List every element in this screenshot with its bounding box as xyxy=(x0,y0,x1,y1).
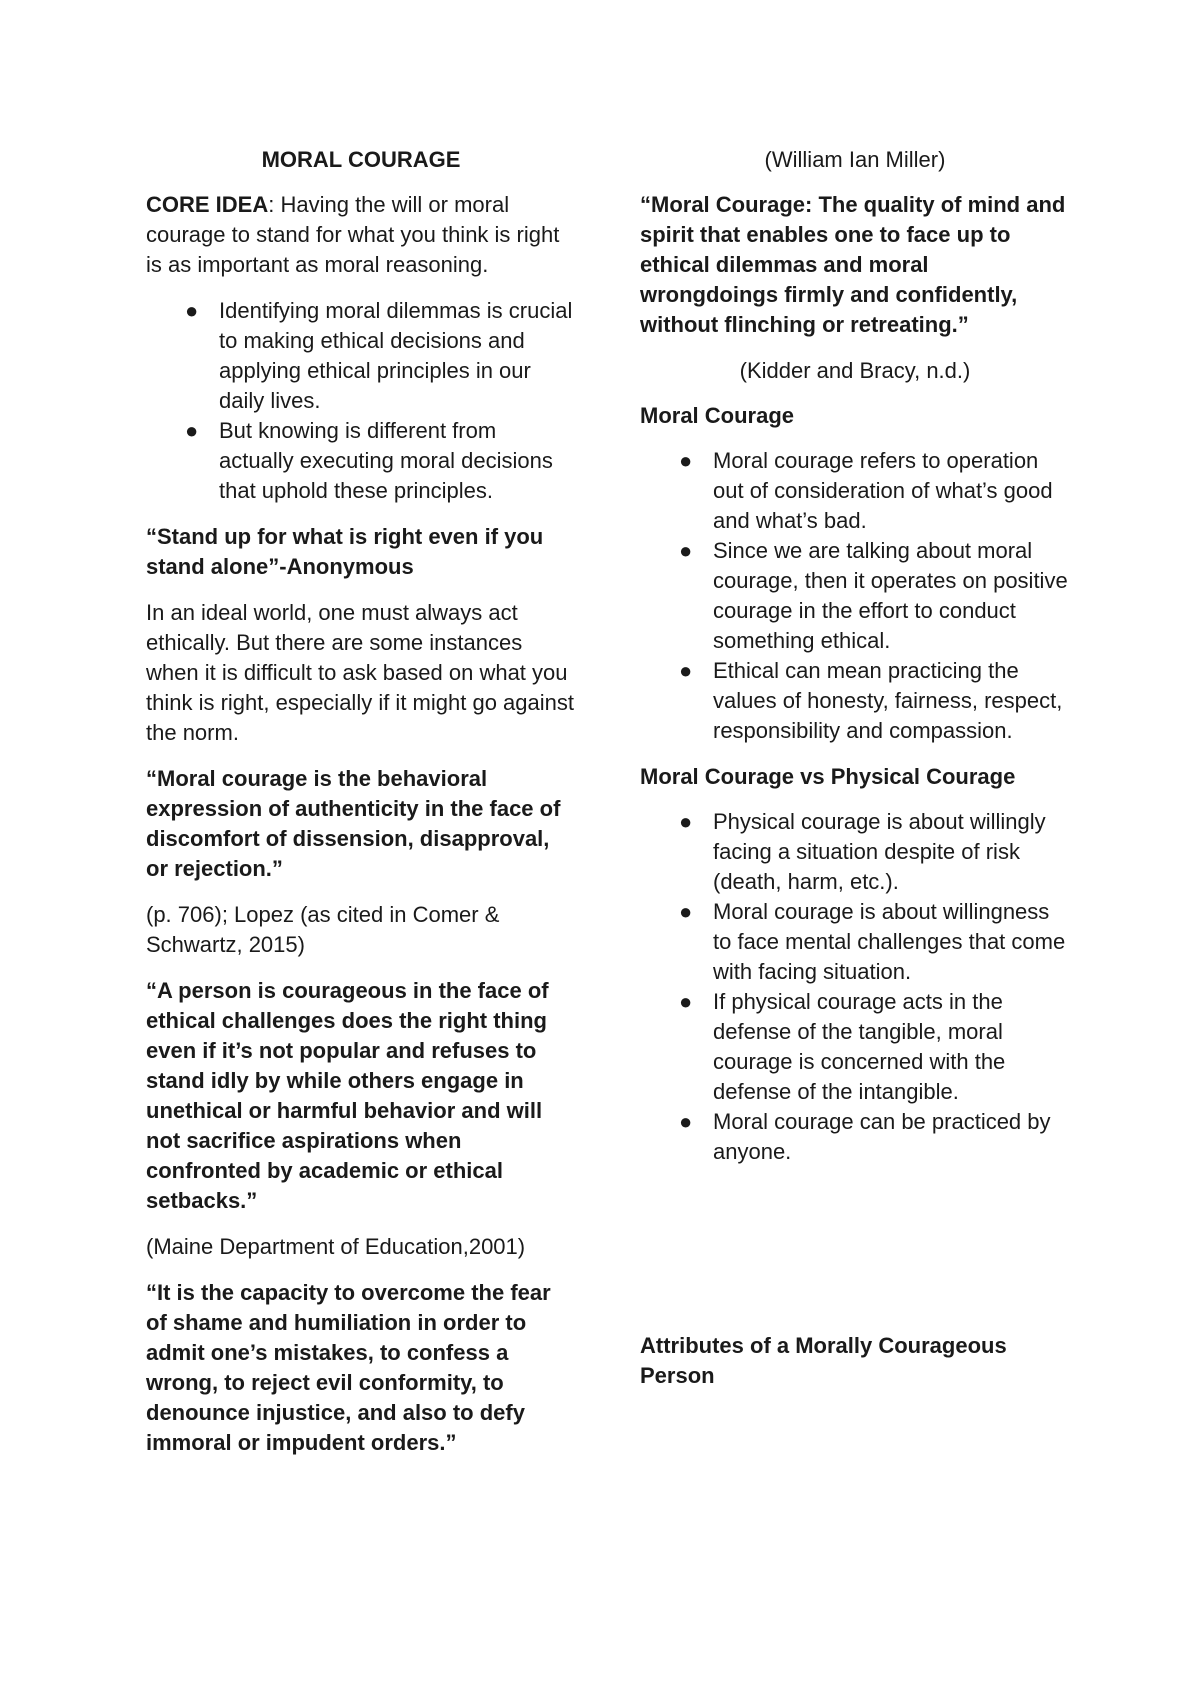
bullet-icon: ● xyxy=(185,418,199,443)
list-item xyxy=(679,656,1070,746)
right-column xyxy=(640,145,1070,1406)
quote-kidder: “Moral Courage: The quality of mind and spirit that enables one to face up to ethical dilemmas and moral wrongdoings firmly and confidently, without flinching or retreating.” xyxy=(640,192,1066,337)
citation-miller: (William Ian Miller) xyxy=(764,147,946,172)
bullet-icon: ● xyxy=(679,989,693,1014)
ideal-world-paragraph: In an ideal world, one must always act ethically. But there are some instances when it is difficult to ask based on what you think is right, especially if it might go against the norm. xyxy=(146,600,574,745)
citation-kidder: (Kidder and Bracy, n.d.) xyxy=(739,358,971,383)
list-item-text: Ethical can mean practicing the values of honesty, fairness, respect, responsibility and compassion. xyxy=(713,658,1063,743)
list-item xyxy=(185,416,576,506)
list-item xyxy=(679,897,1070,987)
citation-lopez: (p. 706); Lopez (as cited in Comer & Schwartz, 2015) xyxy=(146,902,500,957)
moral-vs-physical-bullets xyxy=(640,807,1070,1167)
list-item-text: If physical courage acts in the defense of the tangible, moral courage is concerned with the defense of the intangible. xyxy=(713,989,1006,1104)
quote-stand-up: “Stand up for what is right even if you stand alone”-Anonymous xyxy=(146,524,544,579)
bullet-icon: ● xyxy=(679,448,693,473)
list-item-text: But knowing is different from actually executing moral decisions that uphold these principles. xyxy=(219,418,553,503)
bullet-icon: ● xyxy=(679,809,693,834)
quote-courageous-person: “A person is courageous in the face of ethical challenges does the right thing even if it’s not popular and refuses to stand idly by while others engage in unethical or harmful behavior and will not sacrifice aspirations when confronted by academic or ethical setbacks.” xyxy=(146,978,549,1213)
list-item-text: Since we are talking about moral courage, then it operates on positive courage in the effort to conduct something ethical. xyxy=(713,538,1068,653)
bullet-icon: ● xyxy=(679,1109,693,1134)
list-item xyxy=(679,807,1070,897)
core-idea-text: : Having the will or moral courage to stand for what you think is right is as important as moral reasoning. xyxy=(146,192,560,277)
list-item xyxy=(679,987,1070,1107)
citation-maine: (Maine Department of Education,2001) xyxy=(146,1234,526,1259)
list-item xyxy=(679,1107,1070,1167)
heading-moral-vs-physical: Moral Courage vs Physical Courage xyxy=(640,764,1016,789)
heading-attributes: Attributes of a Morally Courageous Person xyxy=(640,1333,1007,1388)
list-item xyxy=(185,296,576,416)
heading-moral-courage: Moral Courage xyxy=(640,403,795,428)
page-title: MORAL COURAGE xyxy=(261,147,461,172)
core-idea-paragraph xyxy=(146,190,576,280)
bullet-icon: ● xyxy=(679,658,693,683)
list-item-text: Moral courage can be practiced by anyone. xyxy=(713,1109,1051,1164)
core-idea-bullets xyxy=(146,296,576,506)
list-item-text: Physical courage is about willingly facing a situation despite of risk (death, harm, etc.). xyxy=(713,809,1046,894)
core-idea-label: CORE IDEA xyxy=(146,192,269,217)
bullet-icon: ● xyxy=(679,899,693,924)
moral-courage-bullets xyxy=(640,446,1070,746)
list-item-text: Identifying moral dilemmas is crucial to making ethical decisions and applying ethical principles in our daily lives. xyxy=(219,298,573,413)
quote-behavioral-expression: “Moral courage is the behavioral expression of authenticity in the face of discomfort of dissension, disapproval, or rejection.” xyxy=(146,766,561,881)
bullet-icon: ● xyxy=(679,538,693,563)
list-item xyxy=(679,536,1070,656)
quote-capacity: “It is the capacity to overcome the fear of shame and humiliation in order to admit one’s mistakes, to confess a wrong, to reject evil conformity, to denounce injustice, and also to defy immoral or impudent orders.” xyxy=(146,1280,551,1455)
spacer xyxy=(640,1183,1070,1331)
list-item-text: Moral courage refers to operation out of consideration of what’s good and what’s bad. xyxy=(713,448,1053,533)
left-column xyxy=(146,145,576,1474)
list-item-text: Moral courage is about willingness to face mental challenges that come with facing situation. xyxy=(713,899,1066,984)
bullet-icon: ● xyxy=(185,298,199,323)
list-item xyxy=(679,446,1070,536)
